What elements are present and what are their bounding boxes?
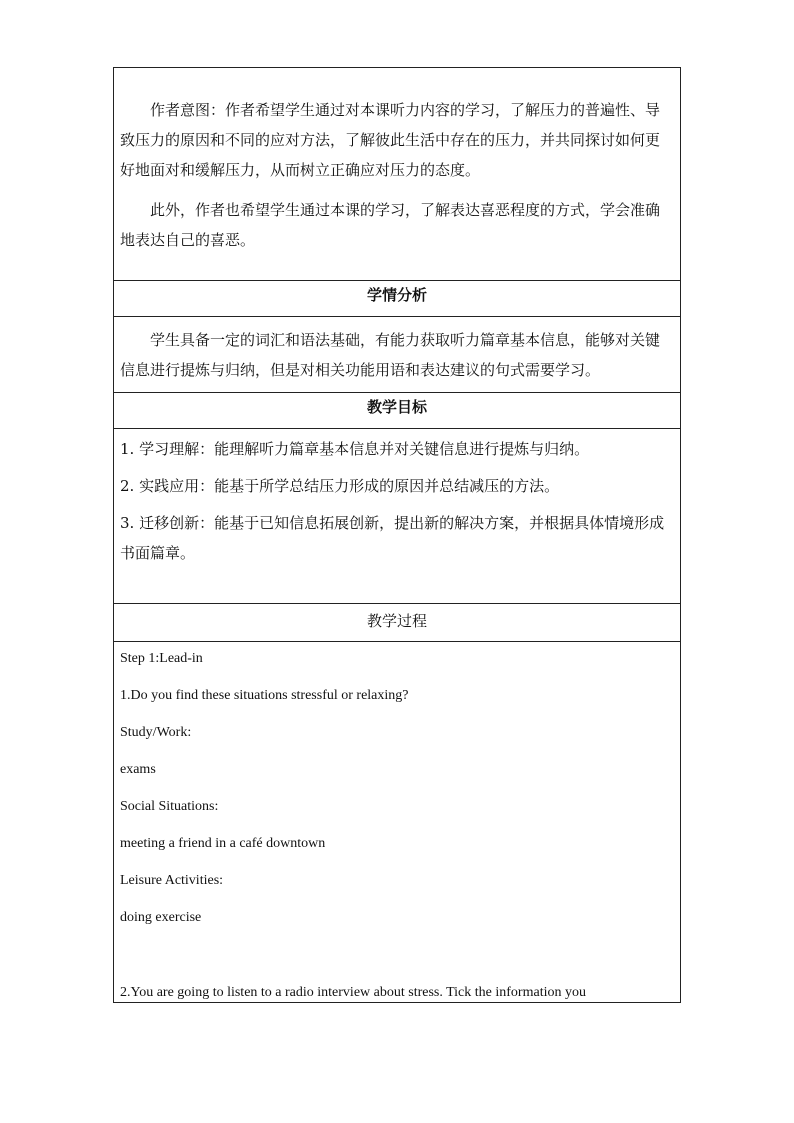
- intent-paragraph-1: 作者意图：作者希望学生通过对本课听力内容的学习，了解压力的普遍性、导致压力的原因和不同的应对方法，了解彼此生活中存在的压力，并共同探讨如何更好地面对和缓解压力，从而树立正确应对压力的态度。: [120, 101, 661, 179]
- process-line: Leisure Activities:: [120, 873, 224, 888]
- analysis-paragraph: 学生具备一定的词汇和语法基础，有能力获取听力篇章基本信息，能够对关键信息进行提炼与归纳，但是对相关功能用语和表达建议的句式需要学习。: [120, 331, 661, 379]
- analysis-heading: 学情分析: [366, 286, 427, 304]
- process-line: exams: [120, 762, 156, 777]
- analysis-section: [114, 317, 680, 393]
- goals-heading-row: [114, 393, 680, 429]
- process-line: doing exercise: [120, 910, 202, 925]
- process-line: 2.You are going to listen to a radio interview about stress. Tick the information you: [120, 985, 586, 1000]
- process-line: meeting a friend in a café downtown: [120, 836, 326, 851]
- goal-item: 3. 迁移创新：能基于已知信息拓展创新，提出新的解决方案，并根据具体情境形成书面篇章。: [120, 514, 665, 562]
- intent-paragraph-2: 此外，作者也希望学生通过本课的学习，了解表达喜恶程度的方式，学会准确地表达自己的喜恶。: [120, 201, 661, 249]
- process-line: Social Situations:: [120, 799, 219, 814]
- intent-section: [114, 68, 680, 281]
- process-line: Step 1:Lead-in: [120, 651, 203, 666]
- goal-item: 1. 学习理解：能理解听力篇章基本信息并对关键信息进行提炼与归纳。: [120, 440, 590, 458]
- goal-item: 2. 实践应用：能基于所学总结压力形成的原因并总结减压的方法。: [120, 477, 560, 495]
- process-line: [114, 942, 680, 980]
- goals-section: [114, 429, 680, 604]
- process-line: Study/Work:: [120, 725, 192, 740]
- process-section: [114, 642, 680, 1002]
- goals-heading: 教学目标: [366, 398, 427, 416]
- process-heading-row: [114, 604, 680, 642]
- lesson-plan-table: [113, 67, 681, 1003]
- analysis-heading-row: [114, 281, 680, 317]
- process-line: 1.Do you find these situations stressful or relaxing?: [120, 688, 409, 703]
- process-heading: 教学过程: [366, 612, 427, 630]
